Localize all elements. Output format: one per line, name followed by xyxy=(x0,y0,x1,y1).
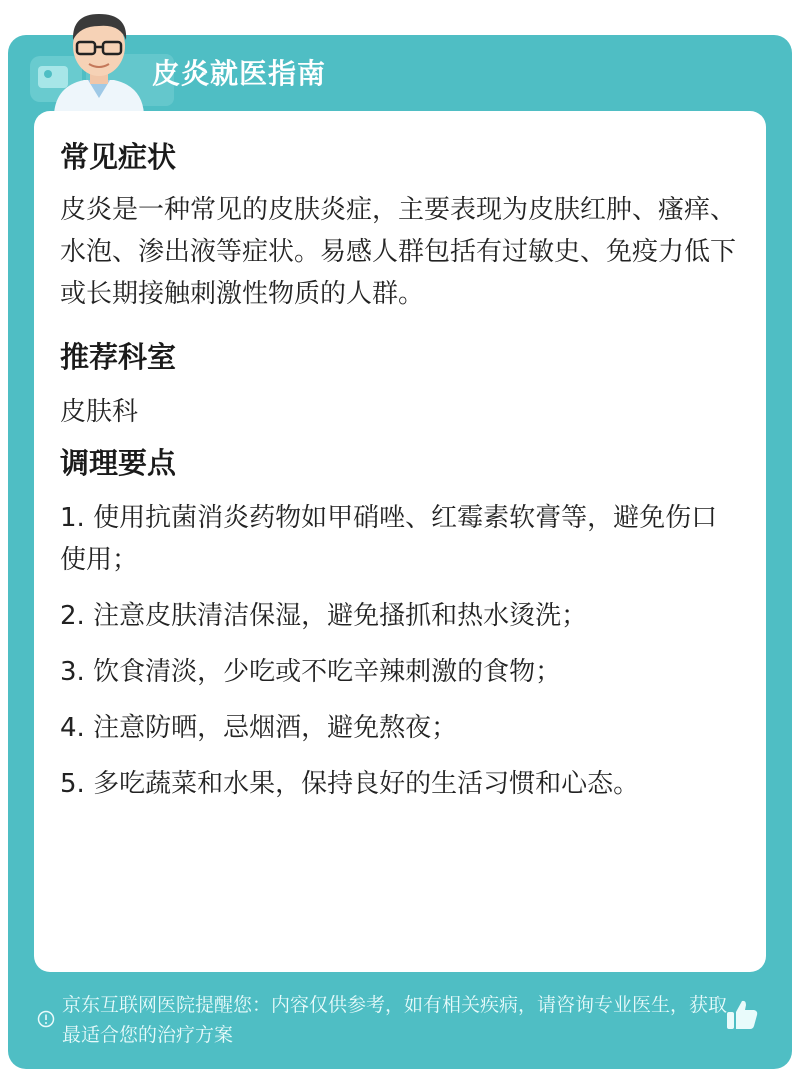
info-icon xyxy=(37,1010,55,1028)
page-title: 皮炎就医指南 xyxy=(152,57,327,90)
care-list xyxy=(60,497,740,805)
care-title: 调理要点 xyxy=(60,446,177,480)
list-item: 5. 多吃蔬菜和水果，保持良好的生活习惯和心态。 xyxy=(60,769,640,799)
list-item: 4. 注意防晒，忌烟酒，避免熬夜； xyxy=(60,713,458,743)
thumbs-up-icon[interactable] xyxy=(724,997,760,1033)
department-text: 皮肤科 xyxy=(60,397,139,427)
list-item: 3. 饮食清淡，少吃或不吃辛辣刺激的食物； xyxy=(60,657,562,687)
department-title: 推荐科室 xyxy=(60,340,177,374)
symptoms-title: 常见症状 xyxy=(60,140,177,174)
list-item: 2. 注意皮肤清洁保湿，避免搔抓和热水烫洗； xyxy=(60,601,588,631)
doctor-avatar xyxy=(44,6,154,114)
symptoms-text: 皮炎是一种常见的皮肤炎症，主要表现为皮肤红肿、瘙痒、水泡、渗出液等症状。易感人群包括有过敏史、免疫力低下或长期接触刺激性物质的人群。 xyxy=(60,195,737,309)
disclaimer-text: 京东互联网医院提醒您：内容仅供参考，如有相关疾病，请咨询专业医生，获取最适合您的治疗方案 xyxy=(62,994,728,1046)
guide-card xyxy=(34,111,766,972)
list-item: 1. 使用抗菌消炎药物如甲硝唑、红霉素软膏等，避免伤口使用； xyxy=(60,503,718,575)
